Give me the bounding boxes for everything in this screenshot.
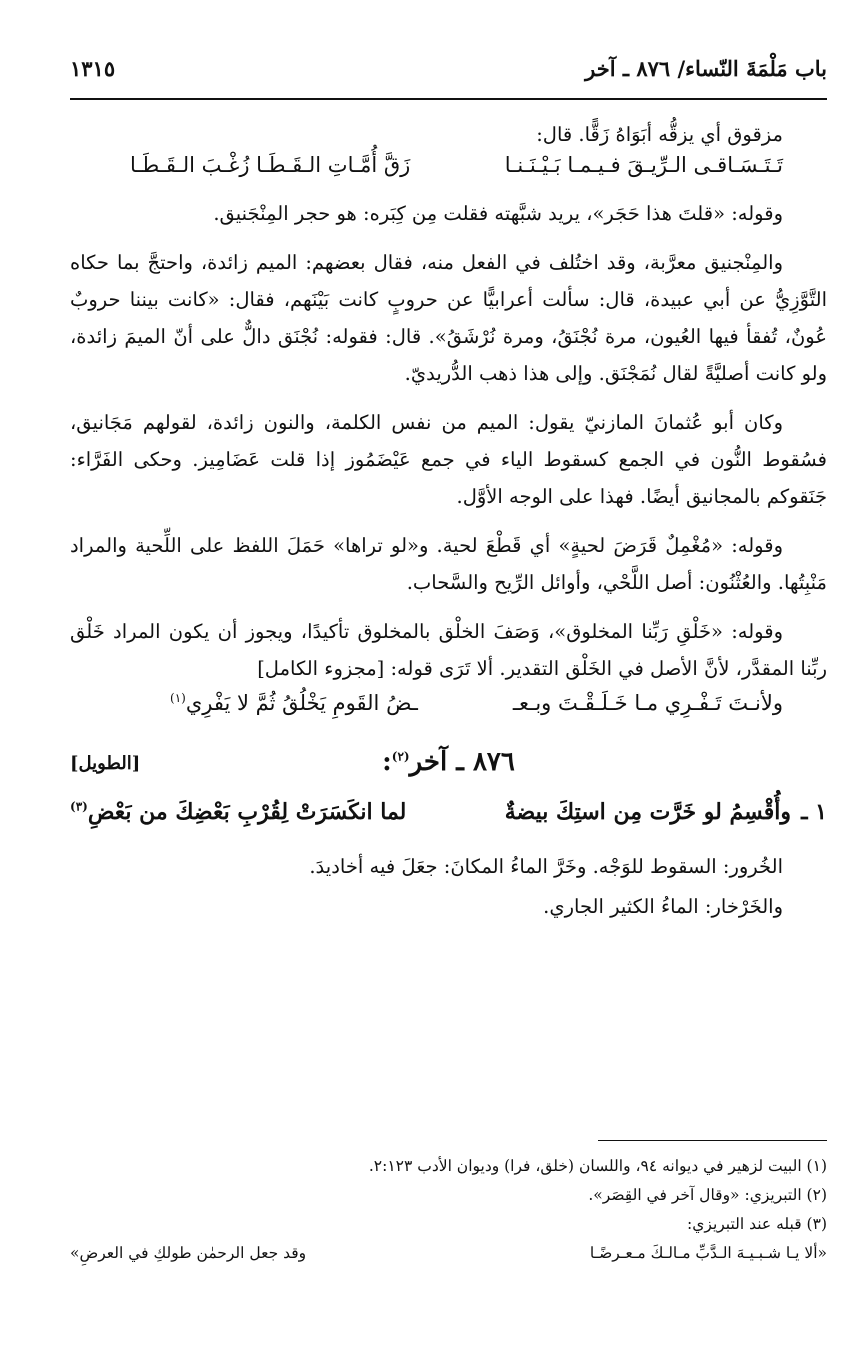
footnote-1: (١) البيت لزهير في ديوانه ٩٤، واللسان (خلق، فرا) وديوان الأدب ٢:١٢٣. [368,1157,827,1175]
footnote-mark-2: (٢) [391,749,410,764]
paragraph-5: وقوله: «مُغْمِلٌ قَرَضَ لحيةٍ» أي قَطْعَ لحية. و«لو تراها» حَمَلَ اللفظ على اللِّحية والمراد مَنْبِتُها. والعُثْنُون: أصل اللَّحْي، وأوائل الرِّيح والسَّحاب. [70,534,827,594]
paragraph-6: وقوله: «خَلْقِ رَبِّنا المخلوق»، وَصَفَ الخلْق بالمخلوق تأكيدًا، ويجوز أن يكون المراد خَلْق ربِّنا المقدَّر، لأنَّ الأصل في الخَلْق التقدير. ألا تَرَى قوله: [مجزوء الكامل] [70,620,827,680]
page-number: ١٣١٥ [70,56,116,81]
footnote-mark-3: (٣) [70,799,88,814]
entry-title: ٨٧٦ ـ آخر$^{(٢)}$: [382,747,515,777]
header-rule [70,98,827,100]
gloss-1: الخُرور: السقوط للوَجْه. وخَرَّ الماءُ المكانَ: جعَلَ فيه أخاديدَ. [309,855,783,878]
footnote-verse-second-hemistich: وقد جعل الرحمٰن طولكِ في العرضِ» [70,1244,307,1262]
poem-second-hemistich: لما انكَسَرَتْ لِقُرْبِ بَعْضِكَ من بَعْضِ$^{(٣)}$ [70,799,407,825]
entry-heading [70,745,827,795]
main-text [70,116,827,927]
verse-1-first-hemistich: تَـتَـسَـاقـى الـرِّيـقَ فـيـمـا بَـيْـنَـنـا [504,153,783,177]
meter-label: [الطويل] [70,753,141,774]
footnote-3: (٣) قبله عند التبريزي: [687,1215,827,1233]
header-title: باب مَلْمَةَ النّساء/ ٨٧٦ ـ آخر [585,56,827,81]
paragraph-3: والمِنْجنيق معرَّبة، وقد اختُلف في الفعل منه، فقال بعضهم: الميم زائدة، واحتجَّ بما حكاه التَّوَّزِيُّ عن أبي عبيدة، قال: سألت أعرابيًّا عن حروبٍ كانت بَيْنَهم، فقال: «كانت بيننا حروبٌ عُونٌ، تُفقأ فيها العُيون، مرة نُجْنَقُ، ومرة نُرْشَقُ». قال: فقوله: نُجْنَق دالٌّ على أنّ الميمَ زائدة، ولو كانت أصليَّةً لقال نُمَجْنَق. وإلى هذا ذهب الدُّريديّ. [70,251,827,385]
paragraph-4: وكان أبو عُثمانَ المازنيّ يقول: الميم من نفس الكلمة، والنون زائدة، لقولهم مَجَانيق، فسُقوط النُّون في الجمع كسقوط الياء في جمع عَيْضَمُوز إذا قلت عَضَامِيز. وحكى الفَرَّاء: جَنَقوكم بالمجانيق أيضًا. فهذا على الوجه الأوَّل. [70,411,827,508]
verse-2-first-hemistich: ولأنـتَ تَـفْـرِي مـا خَـلَـقْـتَ وبـعـ [512,691,783,715]
footnote-2: (٢) التبريزي: «وقال آخر في القِصَر». [588,1186,827,1204]
verse-2 [70,691,827,733]
verse-1-second-hemistich: زَقَّ أُمَّـاتِ الـقَـطَـا زُغْـبَ الـقَـطَـا [130,153,411,177]
running-header [70,52,827,102]
footnote-3-verse [70,1239,827,1269]
footnotes [70,1152,827,1269]
verse-1 [70,153,827,195]
paragraph-1: مزقوق أي يزقُّه أبَوَاهُ زَقًّا. قال: [536,123,783,146]
paragraph-2: وقوله: «قلتَ هذا حَجَر»، يريد شبَّهته فقلت مِن كِبَره: هو حجر المِنْجَنيق. [213,202,783,225]
gloss-2: والخَرْخار: الماءُ الكثير الجاري. [543,895,783,918]
poem-line-1 [70,795,827,847]
footnote-verse-first-hemistich: «ألا يـا شـبـيـهَ الـدَّبِّ مـالـكَ مـعـرضًـا [589,1244,827,1262]
line-number: ١ ـ [801,799,827,825]
verse-2-second-hemistich: ـضُ القَومِ يَخْلُقُ ثُمَّ لا يَفْرِي$^{(١)}$ [170,691,418,715]
poem-first-hemistich: وأُقْسِمُ لو خَرَّت مِن استِكَ بيضةٌ [504,799,791,825]
footnote-rule [598,1140,827,1141]
footnote-mark-1: (١) [170,691,186,705]
